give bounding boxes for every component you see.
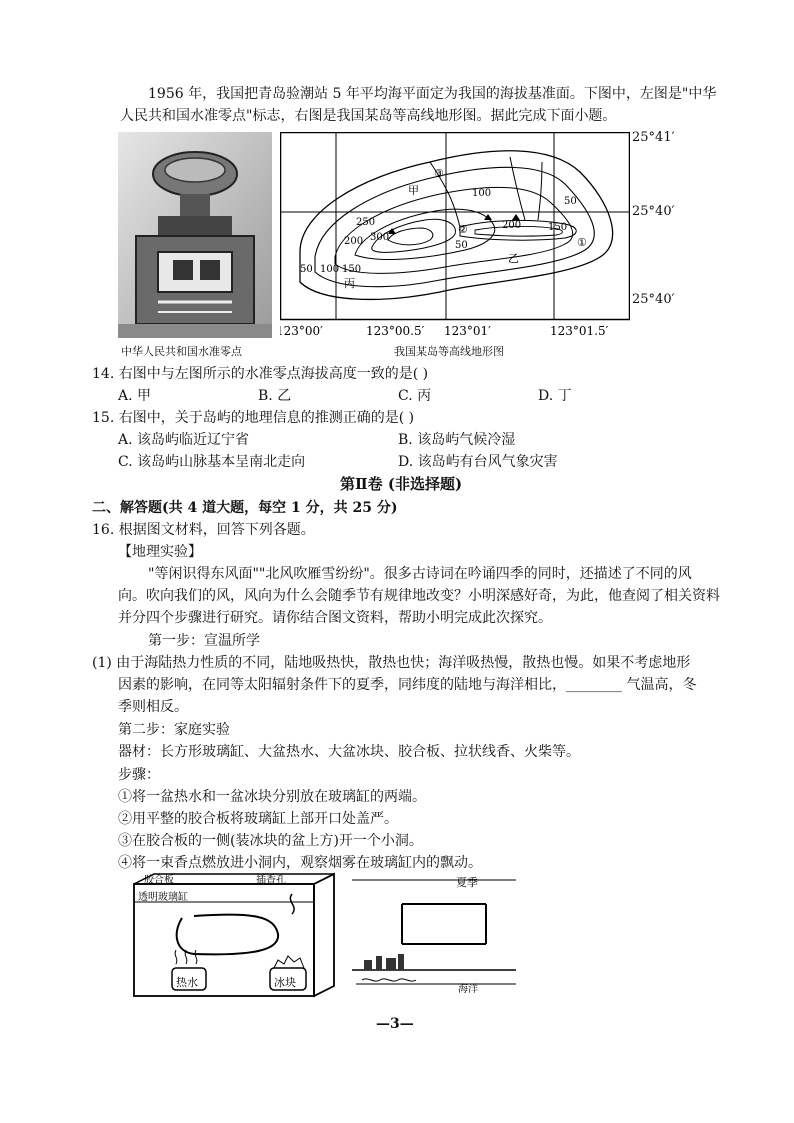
circle-label-3: ③ bbox=[434, 167, 444, 180]
q16-para-3: 并分四个步骤进行研究。请你结合图文资料，帮助小明完成此次探究。 bbox=[118, 610, 552, 626]
contour-label-100-top: 100 bbox=[472, 188, 492, 199]
q16-tag: 【地理实验】 bbox=[118, 544, 202, 560]
place-label-bing: 丙 bbox=[344, 277, 355, 290]
lat-label-1: 25°40′ bbox=[632, 204, 675, 219]
contour-label-300: 300 bbox=[370, 232, 390, 243]
q14-option-b: B. 乙 bbox=[258, 388, 292, 404]
contour-label-250: 250 bbox=[356, 217, 376, 228]
label-hot-water: 热水 bbox=[176, 976, 198, 989]
lon-label-0: 123°00′ bbox=[280, 324, 323, 338]
circle-label-2: ② bbox=[458, 223, 468, 236]
q14-option-c: C. 丙 bbox=[398, 388, 432, 404]
q15-option-b: B. 该岛屿气候冷湿 bbox=[398, 432, 516, 448]
water-level-zero-photo bbox=[118, 132, 272, 338]
label-glass-tank: 透明玻璃缸 bbox=[138, 892, 188, 903]
q14-option-a: A. 甲 bbox=[118, 388, 152, 404]
lat-label-2: 25°40′ bbox=[632, 292, 675, 307]
label-summer: 夏季 bbox=[456, 876, 478, 889]
page-number: —3— bbox=[376, 1016, 414, 1032]
lat-label-0: 25°41′ bbox=[632, 130, 675, 145]
contour-label-150-right: 150 bbox=[548, 222, 568, 233]
q14-stem: 14. 右图中与左图所示的水准零点海拔高度一致的是( ) bbox=[92, 366, 429, 382]
q15-stem: 15. 右图中，关于岛屿的地理信息的推测正确的是( ) bbox=[92, 410, 415, 426]
q16-step-item-2: ②用平整的胶合板将玻璃缸上部开口处盖严。 bbox=[118, 811, 398, 827]
place-label-jia: 甲 bbox=[408, 184, 419, 197]
q16-para-1: "等闲识得东风面""北风吹雁雪纷纷"。很多古诗词在吟诵四季的同时，还描述了不同的风 bbox=[148, 566, 692, 582]
label-ice: 冰块 bbox=[274, 976, 296, 989]
contour-map bbox=[280, 132, 630, 340]
q16-para-2: 向。吹向我们的风，风向为什么会随季节有规律地改变？小明深感好奇，为此，他查阅了相关资料 bbox=[118, 588, 720, 604]
part2-title: 第Ⅱ卷 (非选择题) bbox=[340, 475, 463, 493]
q16-step-item-4: ④将一束香点燃放进小洞内，观察烟雾在玻璃缸内的飘动。 bbox=[118, 855, 482, 871]
q16-sub1-c: 季则相反。 bbox=[118, 699, 188, 715]
q16-step-item-1: ①将一盆热水和一盆冰块分别放在玻璃缸的两端。 bbox=[118, 789, 426, 805]
q16-equipment: 器材：长方形玻璃缸、大盆热水、大盆冰块、胶合板、拉状线香、火柴等。 bbox=[118, 744, 580, 760]
label-plywood: 胶合板 bbox=[144, 875, 174, 886]
q16-step-item-3: ③在胶合板的一侧(装冰块的盆上方)开一个小洞。 bbox=[118, 833, 423, 849]
intro-line-2: 人民共和国水准零点"标志，右图是我国某岛等高线地形图。据此完成下面小题。 bbox=[120, 108, 617, 124]
experiment-figure bbox=[124, 872, 520, 1000]
place-label-yi: 乙 bbox=[508, 252, 519, 265]
q16-sub1-a: (1) 由于海陆热力性质的不同，陆地吸热快，散热也快；海洋吸热慢，散热也慢。如果不考虑地形 bbox=[92, 655, 691, 671]
circle-label-1: ① bbox=[577, 236, 587, 249]
q15-option-c: C. 该岛屿山脉基本呈南北走向 bbox=[118, 454, 306, 470]
contour-label-100-left: 100 bbox=[320, 264, 340, 275]
q14-option-d: D. 丁 bbox=[538, 388, 572, 404]
lon-label-3: 123°01.5′ bbox=[550, 324, 609, 338]
intro-line-1: 1956 年，我国把青岛验潮站 5 年平均海平面定为我国的海拔基准面。下图中，左图是"中华 bbox=[148, 86, 717, 102]
contour-label-50-mid: 50 bbox=[455, 240, 468, 251]
q16-step-1: 第一步：宣温所学 bbox=[148, 633, 260, 649]
contour-label-50-right: 50 bbox=[564, 196, 577, 207]
q16-steps-label: 步骤： bbox=[118, 767, 160, 783]
figure-left-caption: 中华人民共和国水准零点 bbox=[121, 345, 242, 358]
q16-sub1-b: 因素的影响，在同等太阳辐射条件下的夏季，同纬度的陆地与海洋相比，________ 气温高，冬 bbox=[118, 677, 697, 693]
q16-step-2: 第二步：家庭实验 bbox=[118, 722, 230, 738]
q15-option-a: A. 该岛屿临近辽宁省 bbox=[118, 432, 250, 448]
part2-heading: 二、解答题(共 4 道大题，每空 1 分，共 25 分) bbox=[92, 500, 398, 516]
label-ocean: 海洋 bbox=[458, 984, 478, 995]
q16-stem: 16. 根据图文材料，回答下列各题。 bbox=[92, 522, 315, 538]
contour-label-200-right: 200 bbox=[502, 220, 522, 231]
lon-label-1: 123°00.5′ bbox=[366, 324, 425, 338]
q15-option-d: D. 该岛屿有台风气象灾害 bbox=[398, 454, 558, 470]
lon-label-2: 123°01′ bbox=[444, 324, 491, 338]
contour-label-200-left: 200 bbox=[344, 236, 364, 247]
contour-label-50-left: 50 bbox=[300, 264, 313, 275]
contour-label-150-left: 150 bbox=[342, 264, 362, 275]
label-incense-hole: 插香孔 bbox=[256, 875, 286, 886]
figure-right-caption: 我国某岛等高线地形图 bbox=[394, 345, 504, 358]
